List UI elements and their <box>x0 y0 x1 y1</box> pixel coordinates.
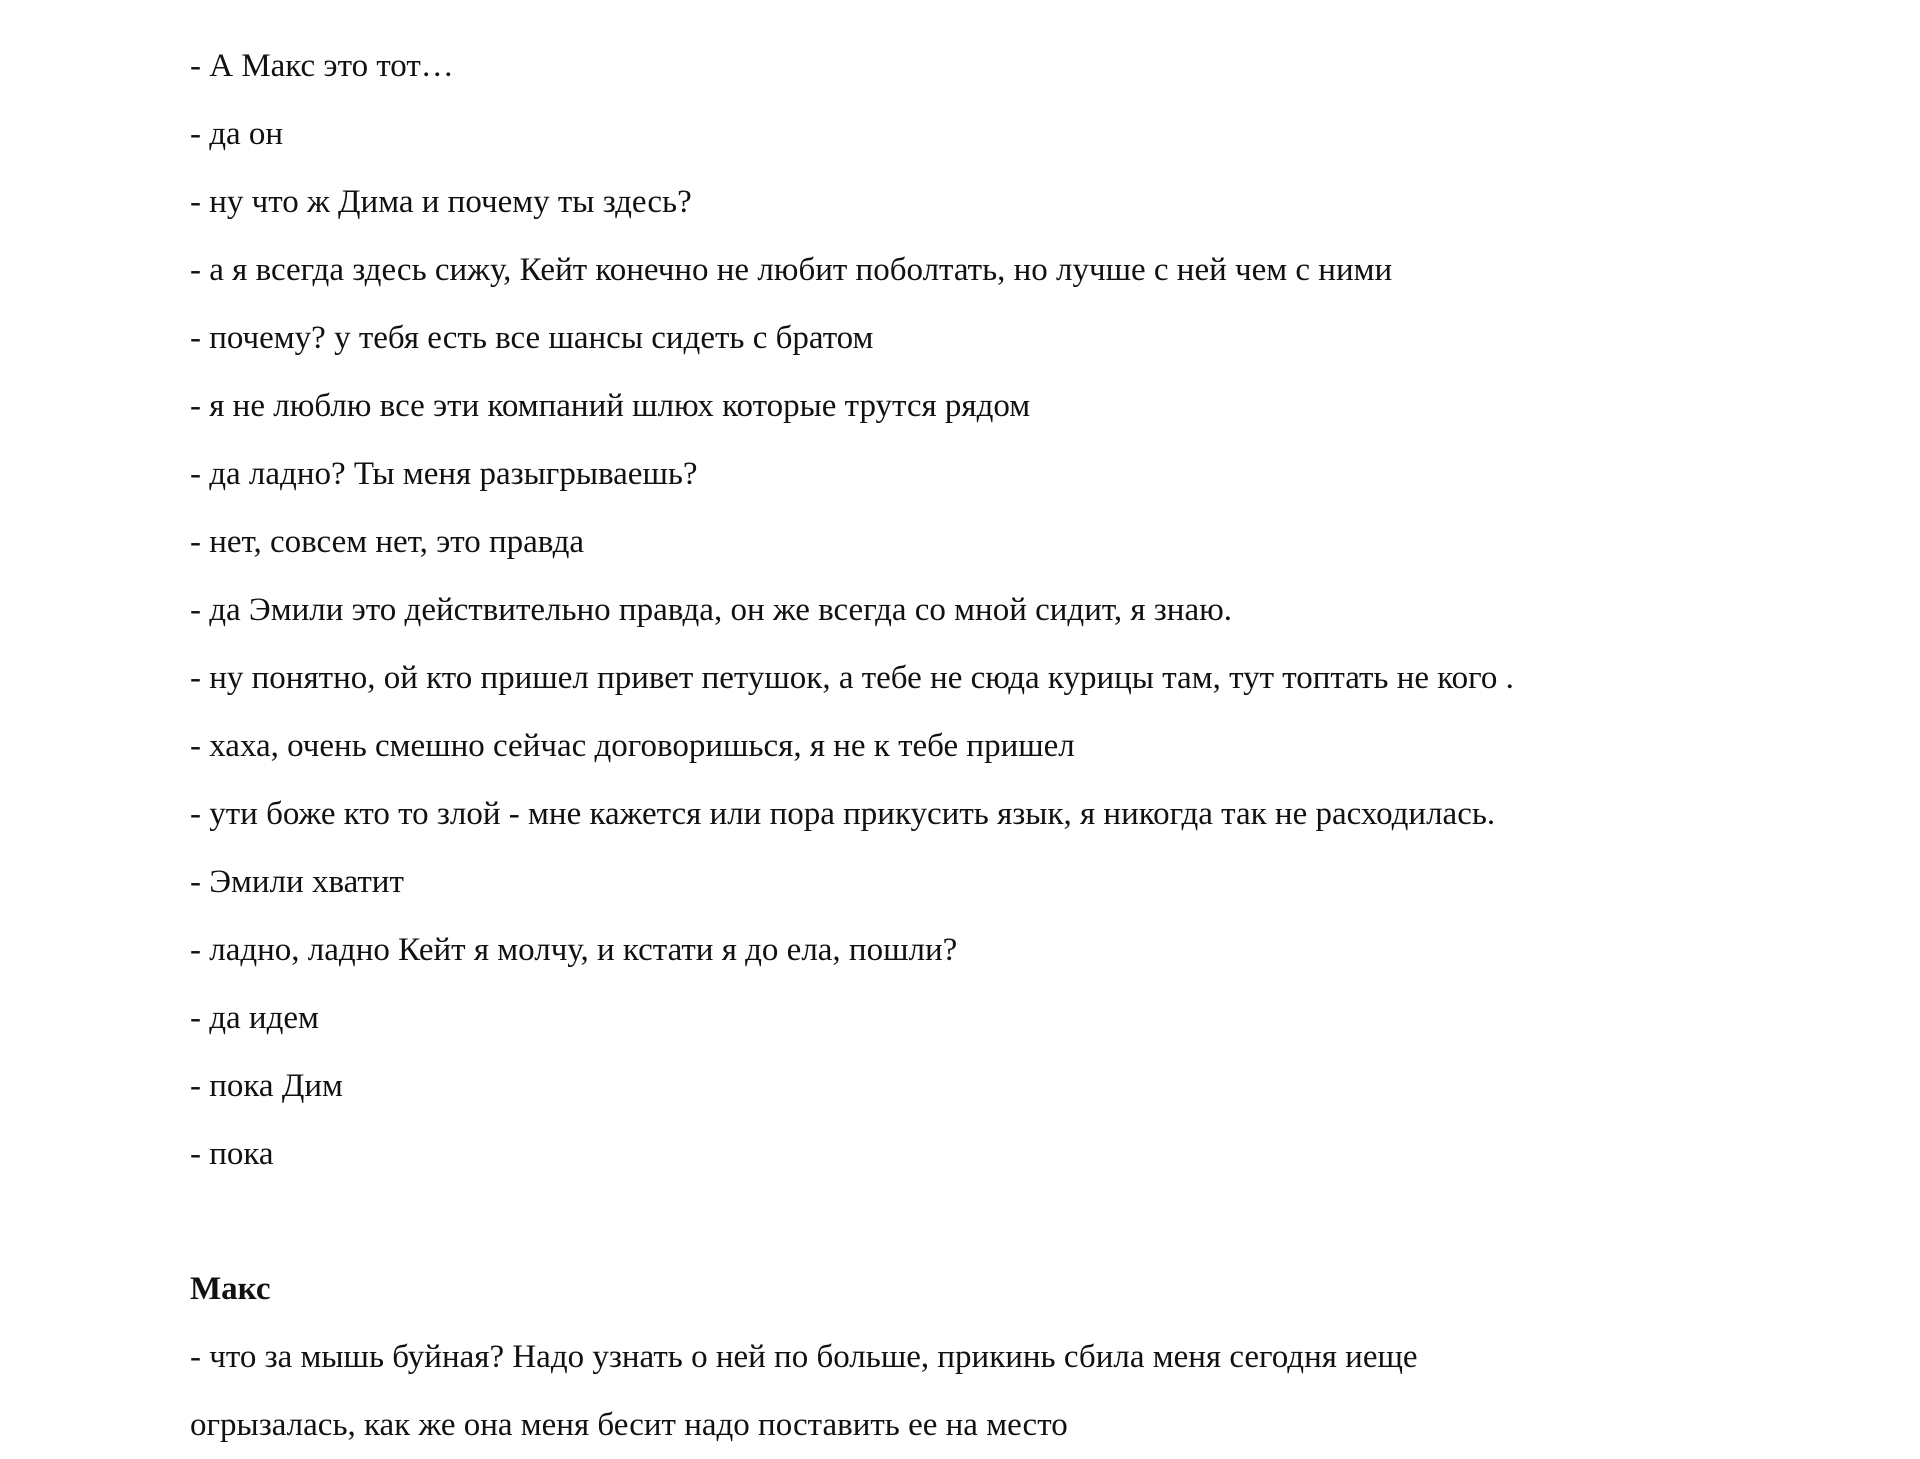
dialogue-line: - хаха, очень смешно сейчас договоришься, я не к тебе пришел <box>190 728 1075 764</box>
dialogue-line: - ути боже кто то злой - мне кажется или пора прикусить язык, я никогда так не расходилась. <box>190 796 1496 832</box>
dialogue-line: - пока <box>190 1136 274 1172</box>
section-heading: Макс <box>190 1271 271 1307</box>
dialogue-line: - ну что ж Дима и почему ты здесь? <box>190 184 692 220</box>
dialogue-line: - ладно, ладно Кейт я молчу, и кстати я до ела, пошли? <box>190 932 958 968</box>
dialogue-line: - ну понятно, ой кто пришел привет петушок, а тебе не сюда курицы там, тут топтать не кого . <box>190 660 1514 696</box>
dialogue-block <box>190 32 1750 1188</box>
section-block <box>190 1255 1750 1459</box>
dialogue-line: - почему? у тебя есть все шансы сидеть с братом <box>190 320 874 356</box>
dialogue-line: - А Макс это тот… <box>190 48 454 84</box>
paragraph-line: - что за мышь буйная? Надо узнать о ней по больше, прикинь сбила меня сегодня иеще <box>190 1339 1418 1375</box>
dialogue-line: - да он <box>190 116 284 152</box>
document-page <box>190 0 1750 1459</box>
paragraph-line: огрызалась, как же она меня бесит надо поставить ее на место <box>190 1407 1068 1443</box>
dialogue-line: - да идем <box>190 1000 319 1036</box>
dialogue-line: - да ладно? Ты меня разыгрываешь? <box>190 456 698 492</box>
dialogue-line: - а я всегда здесь сижу, Кейт конечно не любит поболтать, но лучше с ней чем с ними <box>190 252 1393 288</box>
dialogue-line: - я не люблю все эти компаний шлюх которые трутся рядом <box>190 388 1031 424</box>
dialogue-line: - нет, совсем нет, это правда <box>190 524 585 560</box>
section-spacer <box>190 1188 1750 1255</box>
dialogue-line: - Эмили хватит <box>190 864 404 900</box>
dialogue-line: - пока Дим <box>190 1068 343 1104</box>
dialogue-line: - да Эмили это действительно правда, он же всегда со мной сидит, я знаю. <box>190 592 1232 628</box>
